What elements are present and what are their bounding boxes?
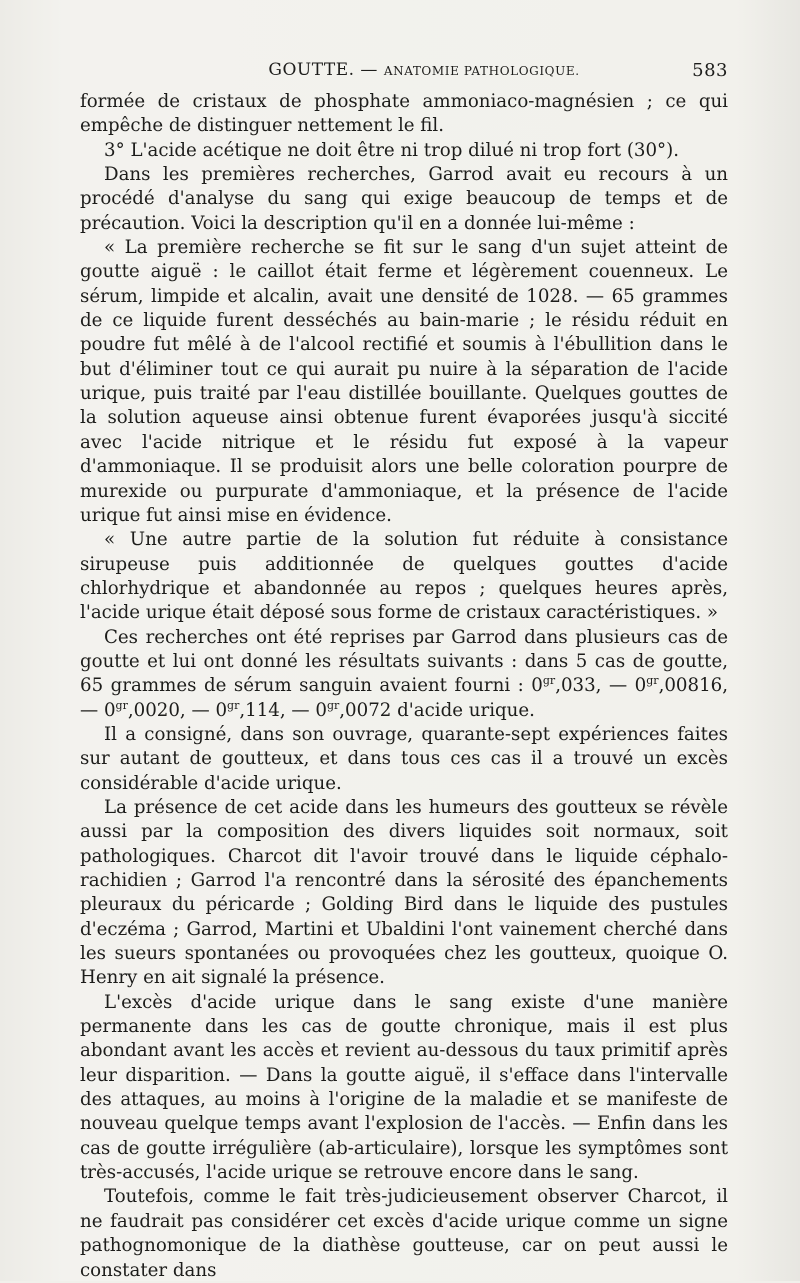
unit-gr: gr xyxy=(227,698,240,712)
paragraph: 3° L'acide acétique ne doit être ni trop dilué ni trop fort (30°). xyxy=(104,139,680,161)
page-number: 583 xyxy=(692,60,728,81)
unit-gr: gr xyxy=(542,674,556,688)
result-value: ,0072 d'acide urique. xyxy=(339,699,535,721)
paragraph: La présence de cet acide dans les humeurs des goutteux se révèle aussi par la composition des divers liquides soit normaux, soit pathologiques. Charcot dit l'avoir trouvé dans le liquide céphalo-rachidien ; Garrod l'a rencontré dans la sérosité des épanchements pleuraux du péricarde ; Golding Bird dans le liquide des pustules d'eczéma ; Garrod, Martini et Ubaldini l'ont vainement cherché dans les sueurs spontanées ou provoquées chez les goutteux, quoique O. Henry en ait signalé la présence. xyxy=(80,796,728,989)
paragraph-quote: « La première recherche se fit sur le sang d'un sujet atteint de goutte aiguë : le caillot était ferme et légèrement couenneux. Le sérum, limpide et alcalin, avait une densité de 1028. — 65 grammes de ce liquide furent desséchés au bain-marie ; le résidu réduit en poudre fut mêlé à de l'alcool rectifié et soumis à l'ébullition dans le but d'éliminer tout ce qui aurait pu nuire à la séparation de l'acide urique, puis traité par l'eau distillée bouillante. Quelques gouttes de la solution aqueuse ainsi obtenue furent évaporées jusqu'à siccité avec l'acide nitrique et le résidu fut exposé à la vapeur d'ammoniaque. Il se produisit alors une belle coloration pourpre de murexide ou purpurate d'ammoniaque, et la présence de l'acide urique fut ainsi mise en évidence. xyxy=(80,237,728,526)
unit-gr: gr xyxy=(646,674,659,688)
paragraph: Il a consigné, dans son ouvrage, quarante-sept expériences faites sur autant de goutteux, et dans tous ces cas il a trouvé un excès considérable d'acide urique. xyxy=(80,723,728,794)
unit-gr: gr xyxy=(115,698,128,712)
paragraph: L'excès d'acide urique dans le sang existe d'une manière permanente dans les cas de goutte chronique, mais il est plus abondant avant les accès et revient au-dessous du taux primitif après leur disparition. — Dans la goutte aiguë, il s'efface dans l'intervalle des attaques, au moins à l'origine de la maladie et se manifeste de nouveau quelque temps avant l'explosion de l'accès. — Enfin dans les cas de goutte irrégulière (ab-articulaire), lorsque les symptômes sont très-accusés, l'acide urique se retrouve encore dans le sang. xyxy=(80,991,728,1184)
paragraph-results xyxy=(80,626,728,723)
running-header xyxy=(80,60,728,90)
paragraph: Toutefois, comme le fait très-judicieusement observer Charcot, il ne faudrait pas considérer cet excès d'acide urique comme un signe pathognomonique de la diathèse goutteuse, car on peut aussi le constater dans xyxy=(80,1186,728,1281)
paragraph-quote: « Une autre partie de la solution fut réduite à consistance sirupeuse puis additionnée de quelques gouttes d'acide chlorhydrique et abandonnée au repos ; quelques heures après, l'acide urique était déposé sous forme de cristaux caractéristiques. » xyxy=(80,529,728,624)
result-value: ,0020, — 0 xyxy=(127,699,228,721)
paragraph-continued: formée de cristaux de phosphate ammoniaco-magnésien ; ce qui empêche de distinguer nettement le fil. xyxy=(80,91,728,137)
unit-gr: gr xyxy=(326,698,340,712)
result-value: ,114, — 0 xyxy=(239,699,327,721)
header-title-main: GOUTTE. — xyxy=(268,60,378,80)
header-title-sub: ANATOMIE PATHOLOGIQUE. xyxy=(383,64,580,78)
page-body xyxy=(80,90,728,1283)
result-value: ,00816, — 0 xyxy=(80,675,728,721)
results-text: Ces recherches ont été reprises par Garrod dans plusieurs cas de goutte et lui ont donné les résultats suivants : dans 5 cas de goutte, 65 grammes de sérum sanguin avaient fourni : 0 xyxy=(80,626,728,697)
result-value: ,033, — 0 xyxy=(555,675,647,697)
paragraph: Dans les premières recherches, Garrod avait eu recours à un procédé d'analyse du sang qui exige beaucoup de temps et de précaution. Voici la description qu'il en a donnée lui-même : xyxy=(80,164,728,234)
header-title xyxy=(268,60,579,80)
